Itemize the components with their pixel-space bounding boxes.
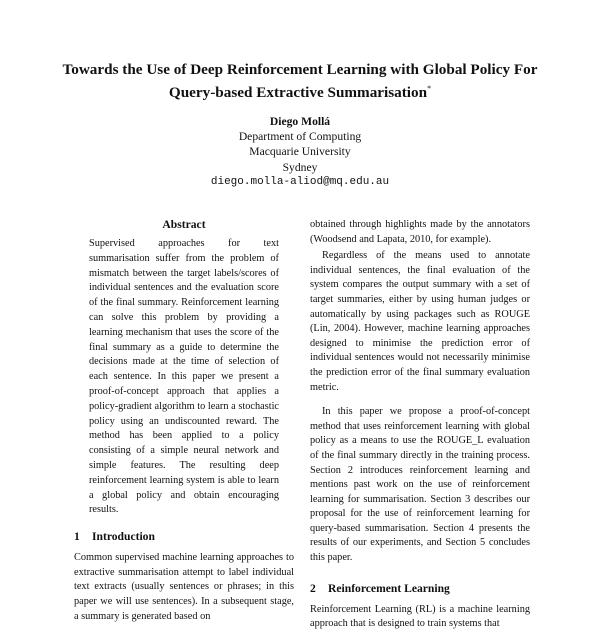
title-line-1: Towards the Use of Deep Reinforcement Learning with Global Policy For — [62, 61, 538, 78]
left-column — [74, 218, 294, 624]
section-2-heading — [310, 582, 530, 595]
author-university: Macquarie University — [249, 145, 351, 159]
section-1-title: Introduction — [92, 530, 155, 544]
abstract-text: Supervised approaches for text summarisation suffer from the problem of mismatch between the target labels/scores of individual sentences and the evaluation score of the final summary. Reinforcement learning can solve this problem by providing a learning mechanism that uses the score of the final summary as a guide to determine the decisions made at the time of selection of each sentence. In this paper we present a proof-of-concept approach that applies a policy-gradient algorithm to learn a stochastic policy using an undiscounted reward. The method has been applied to a policy consisting of a simple neural network and simple features. The resulting deep reinforcement learning system is able to learn a global policy and obtain encouraging results. — [89, 238, 279, 516]
title-footnote-mark: * — [427, 84, 432, 93]
section-2-number: 2 — [310, 581, 316, 595]
title-line-2-text: Query-based Extractive Summarisation — [168, 84, 428, 102]
author-block — [0, 114, 600, 190]
author-city: Sydney — [282, 160, 318, 174]
right-column — [310, 218, 530, 632]
abstract-heading: Abstract — [162, 218, 206, 231]
author-name: Diego Mollá — [269, 115, 331, 128]
title-line-2 — [0, 79, 600, 102]
right-paragraph-proposal: In this paper we propose a proof-of-concept method that uses reinforcement learning with global policy as a means to use the ROUGE_L evaluation of the final summary directly in the training process. Section 2 introduces reinforcement learning and mentions past work on the use of reinforcement learning for summarisation. Section 3 describes our proposal for the use of reinforcement learning for query-based summarisation. Section 4 presents the results of our experiments, and Section 5 concludes this paper. — [310, 406, 530, 564]
section-2-paragraph: Reinforcement Learning (RL) is a machine learning approach that is designed to train systems that — [310, 603, 530, 630]
section-1-heading — [74, 530, 294, 543]
section-2-title: Reinforcement Learning — [328, 581, 450, 595]
paper-title — [0, 60, 600, 102]
right-paragraph-evaluation: Regardless of the means used to annotate individual sentences, the final evaluation of the system compares the output summary with a set of target summaries, either by using human judges or automatically by using packages such as ROUGE (Lin, 2004). However, machine learning approaches designed to minimise the prediction error of individual sentences would not necessarily minimise the prediction error of the final summary evaluation metric. — [310, 250, 530, 393]
section-1-paragraph: Common supervised machine learning approaches to extractive summarisation attempt to label individual text extracts (usually sentences or phrases; in this paper we will use sentences). In a subsequent stage, a summary is generated based on — [74, 552, 294, 622]
author-department: Department of Computing — [238, 130, 362, 144]
author-email: diego.molla-aliod@mq.edu.au — [210, 175, 390, 188]
right-paragraph-continued: obtained through highlights made by the annotators (Woodsend and Lapata, 2010, for example). — [310, 219, 530, 245]
section-1-number: 1 — [74, 530, 80, 544]
